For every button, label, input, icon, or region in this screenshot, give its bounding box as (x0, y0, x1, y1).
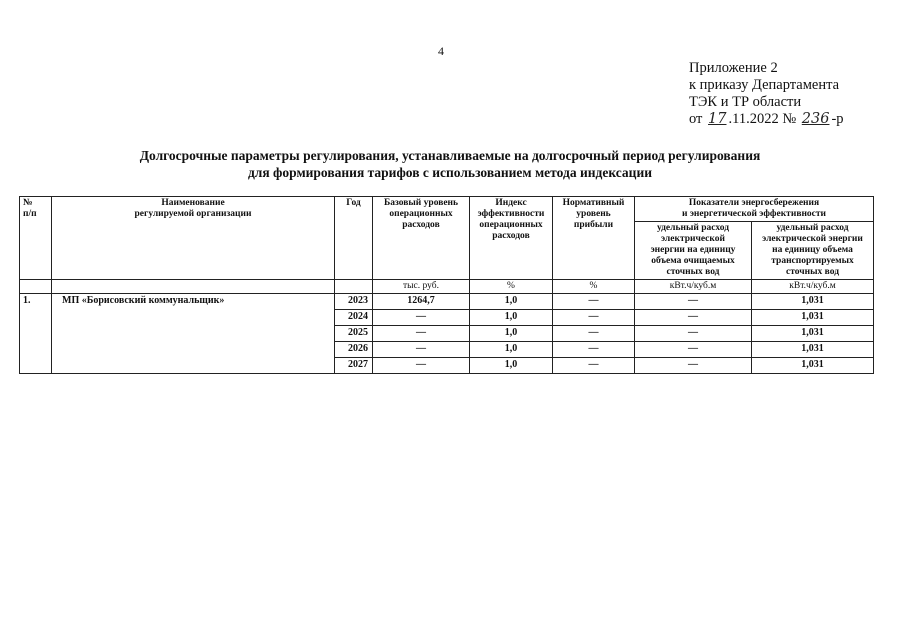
table-row (20, 294, 874, 310)
header-row-1 (20, 197, 874, 222)
document-title (60, 147, 840, 181)
unit-index: % (470, 280, 553, 294)
cell-base: — (373, 310, 470, 326)
cell-profit: — (553, 326, 635, 342)
cell-index: 1,0 (470, 326, 553, 342)
order-suffix: -р (831, 111, 844, 127)
cell-index: 1,0 (470, 342, 553, 358)
page-number: 4 (438, 44, 444, 58)
cell-base: — (373, 342, 470, 358)
unit-empty-org (52, 280, 335, 294)
cell-base: — (373, 326, 470, 342)
unit-energy-transported: кВт.ч/куб.м (752, 280, 874, 294)
appendix-line-3: ТЭК и ТР области (689, 94, 802, 110)
cell-index: 1,0 (470, 310, 553, 326)
cell-year: 2023 (335, 294, 373, 310)
order-date-rest: .11.2022 № (728, 111, 797, 127)
cell-energy-transported: 1,031 (752, 342, 874, 358)
title-line-1: Долгосрочные параметры регулирования, устанавливаемые на долгосрочный период регулирования (139, 148, 761, 163)
unit-empty-year (335, 280, 373, 294)
cell-energy-transported: 1,031 (752, 358, 874, 374)
header-energy-group: Показатели энергосбережения и энергетической эффективности (635, 197, 874, 222)
unit-empty-num (20, 280, 52, 294)
appendix-line-2: к приказу Департамента (689, 77, 840, 93)
order-day-handwritten: 17 (708, 111, 727, 127)
cell-energy-treated: — (635, 310, 752, 326)
header-efficiency-index: Индекс эффективности операционных расходов (470, 197, 553, 280)
cell-year: 2024 (335, 310, 373, 326)
order-number-handwritten: 236 (801, 111, 830, 127)
row-number: 1. (20, 294, 52, 374)
cell-energy-transported: 1,031 (752, 294, 874, 310)
cell-index: 1,0 (470, 294, 553, 310)
unit-base: тыс. руб. (373, 280, 470, 294)
header-energy-treated: удельный расход электрической энергии на единицу объема очищаемых сточных вод (635, 222, 752, 280)
cell-profit: — (553, 342, 635, 358)
unit-energy-treated: кВт.ч/куб.м (635, 280, 752, 294)
cell-year: 2027 (335, 358, 373, 374)
cell-energy-transported: 1,031 (752, 310, 874, 326)
parameters-table (19, 196, 874, 374)
cell-year: 2026 (335, 342, 373, 358)
cell-energy-treated: — (635, 358, 752, 374)
cell-energy-treated: — (635, 342, 752, 358)
cell-energy-treated: — (635, 294, 752, 310)
units-row (20, 280, 874, 294)
cell-base: — (373, 358, 470, 374)
header-base-level: Базовый уровень операционных расходов (373, 197, 470, 280)
appendix-block (689, 60, 844, 128)
cell-year: 2025 (335, 326, 373, 342)
header-energy-transported: удельный расход электрической энергии на единицу объема транспортируемых сточных вод (752, 222, 874, 280)
title-line-2: для формирования тарифов с использованием метода индексации (247, 165, 653, 180)
cell-profit: — (553, 358, 635, 374)
cell-profit: — (553, 310, 635, 326)
cell-energy-transported: 1,031 (752, 326, 874, 342)
organization-name: МП «Борисовский коммунальщик» (52, 294, 335, 374)
cell-profit: — (553, 294, 635, 310)
header-organization: Наименование регулируемой организации (52, 197, 335, 280)
header-profit-level: Нормативный уровень прибыли (553, 197, 635, 280)
order-prefix: от (689, 111, 703, 127)
header-year: Год (335, 197, 373, 280)
unit-profit: % (553, 280, 635, 294)
cell-base: 1264,7 (373, 294, 470, 310)
appendix-line-1: Приложение 2 (689, 60, 778, 76)
cell-index: 1,0 (470, 358, 553, 374)
cell-energy-treated: — (635, 326, 752, 342)
header-num: № п/п (20, 197, 52, 280)
appendix-order-line (689, 111, 844, 128)
